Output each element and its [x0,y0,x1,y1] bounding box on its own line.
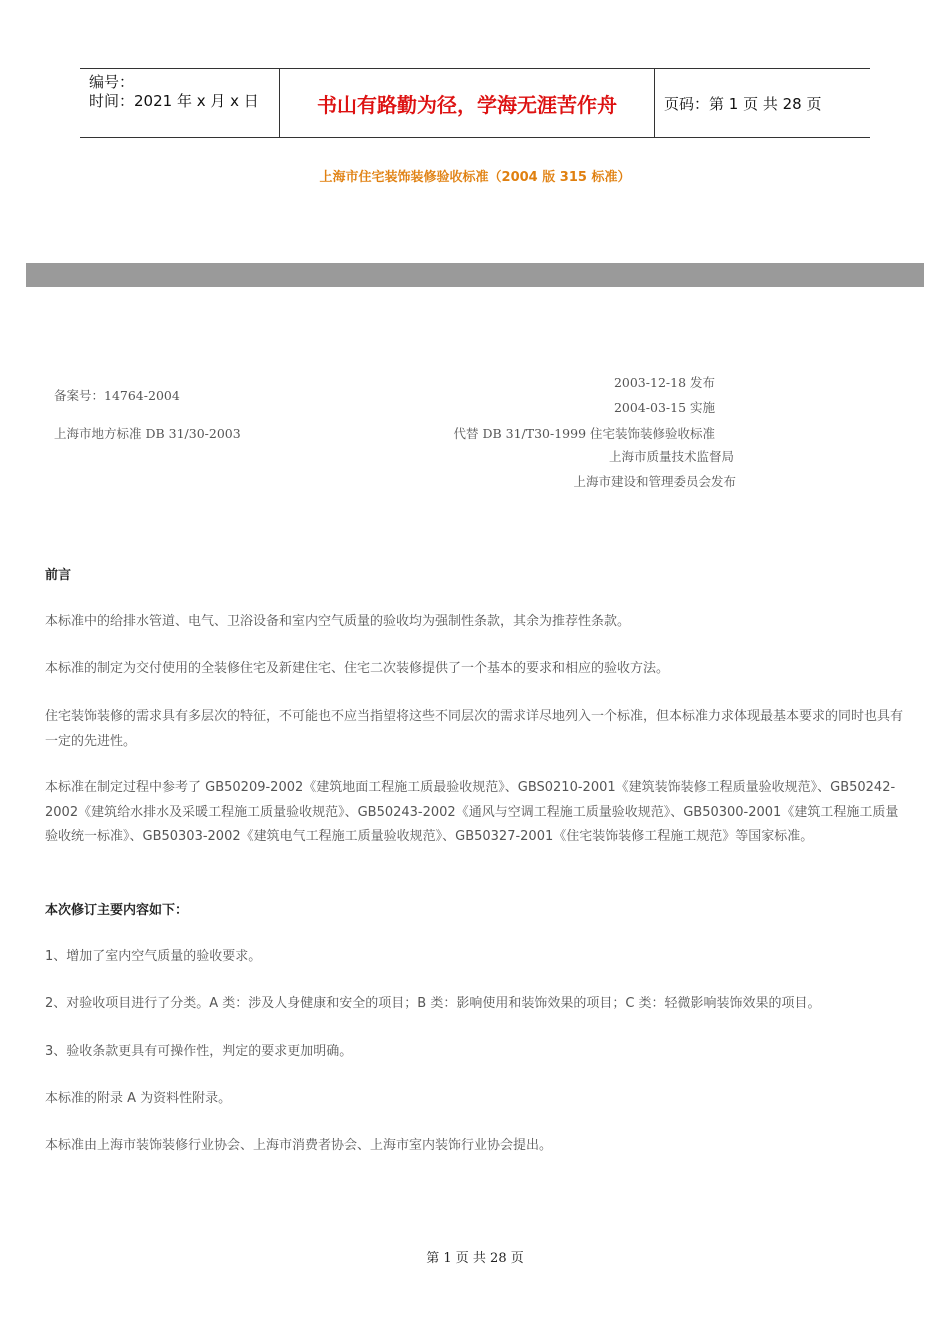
revision-item: 2、对验收项目进行了分类。A 类：涉及人身健康和安全的项目；B 类：影响使用和装饰效果的项目；C 类：轻微影响装饰效果的项目。 [45,996,821,1011]
revision-heading: 本次修订主要内容如下： [45,903,189,918]
header-motto: 书山有路勤为径，学海无涯苦作舟 [280,69,655,137]
paragraph: 本标准的附录 A 为资料性附录。 [45,1091,232,1106]
paragraph: 本标准由上海市装饰装修行业协会、上海市消费者协会、上海市室内装饰行业协会提出。 [45,1138,553,1153]
header-left-cell [80,69,280,137]
revision-item: 1、增加了室内空气质量的验收要求。 [45,949,262,964]
paragraph: 本标准中的给排水管道、电气、卫浴设备和室内空气质量的验收均为强制性条款，其余为推荐性条款。 [45,614,631,629]
number-label: 编号： [89,73,135,91]
paragraph: 本标准在制定过程中参考了 GB50209-2002《建筑地面工程施工质最验收规范》、GBS0210-2001《建筑装饰装修工程质量验收规范》、GB50242-2002《建筑给水排水及采暖工程施工质量验收规范》、GB50243-2002《通风与空调工程施工质量验收规范》、GB50300-2001《建筑工程施工质量验收统一标准》、GB50303-2002《建筑电气工程施工质量验收规范》、GB50327-2001《住宅装饰装修工程施工规范》等国家标准。 [45,780,899,844]
filing-number: 备案号：14764-2004 [54,388,180,403]
effective-date: 2004-03-15 实施 [613,400,715,415]
page-footer: 第 1 页 共 28 页 [426,1251,524,1266]
paragraph: 本标准的制定为交付使用的全装修住宅及新建住宅、住宅二次装修提供了一个基本的要求和相应的验收方法。 [45,661,670,676]
page-header [80,68,870,138]
document-title: 上海市住宅装饰装修验收标准（2004 版 315 标准） [319,170,631,185]
divider-bar [26,263,924,287]
replaces-standard: 代替 DB 31/T30-1999 住宅装饰装修验收标准 [453,426,715,441]
preface-heading: 前言 [45,568,72,583]
revision-item: 3、验收条款更具有可操作性，判定的要求更加明确。 [45,1044,353,1059]
issuing-bureau-1: 上海市质量技术监督局 [608,449,734,464]
paragraph: 住宅装饰装修的需求具有多层次的特征，不可能也不应当指望将这些不同层次的需求详尽地列入一个标准，但本标准力求体现最基本要求的同时也具有一定的先进性。 [45,709,904,749]
local-standard: 上海市地方标准 DB 31/30-2003 [54,426,241,441]
issue-date: 2003-12-18 发布 [613,375,715,390]
time-label: 时间：2021 年 x 月 x 日 [89,92,259,110]
header-page-info: 页码：第 1 页 共 28 页 [664,94,822,113]
issuing-bureau-2: 上海市建设和管理委员会发布 [573,474,736,489]
